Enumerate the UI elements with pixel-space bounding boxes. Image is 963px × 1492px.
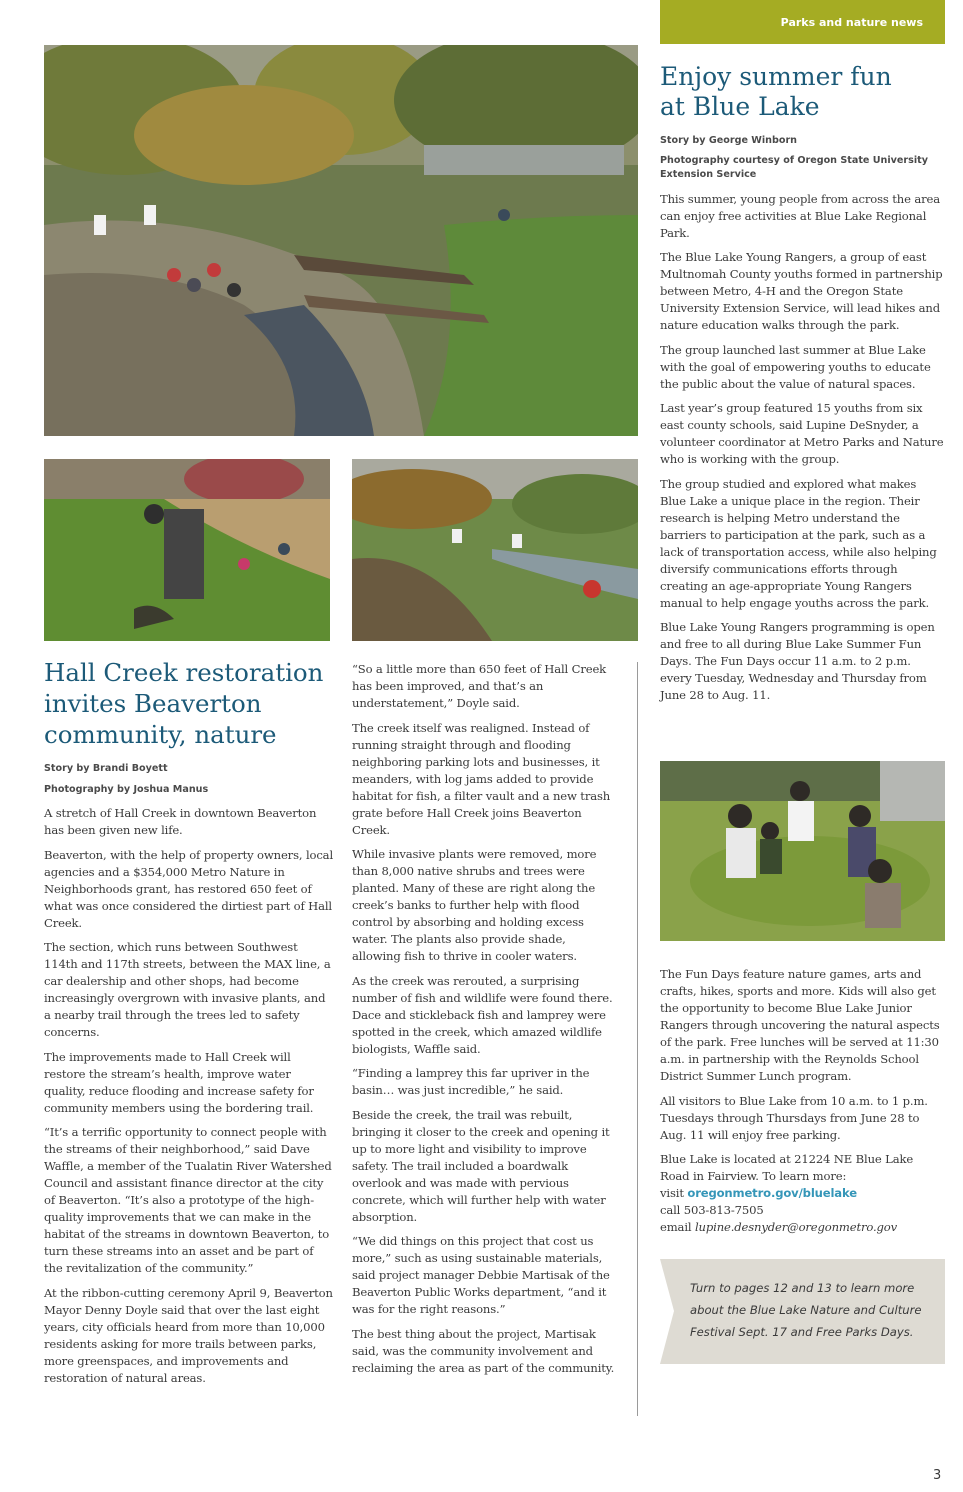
- page-number: 3: [933, 1468, 942, 1483]
- blue-lake-story-byline: Story by George Winborn: [660, 135, 798, 146]
- email-label: email: [660, 1220, 692, 1234]
- hall-creek-headline-line2: invites Beaverton: [44, 689, 262, 718]
- blue-lake-paragraph: The Blue Lake Young Rangers, a group of east Multnomah County youths formed in partnership between Metro, 4-H and the Oregon State University Extension Service, will lead hikes and nature education walks through the park.: [660, 250, 943, 332]
- creek-trail-photo: [352, 459, 638, 641]
- visit-label: visit: [660, 1186, 684, 1200]
- hall-creek-paragraph: Beside the creek, the trail was rebuilt, bringing it closer to the creek and opening it up to more light and visibility to improve safety. The trail included a boardwalk overlook and was made with pervious concrete, which will further help with water absorption.: [352, 1107, 610, 1224]
- blue-lake-photo-byline-line1: Photography courtesy of Oregon State University: [660, 154, 928, 166]
- column-divider: [637, 662, 638, 1416]
- blue-lake-paragraph: Blue Lake Young Rangers programming is open and free to all during Blue Lake Summer Fun Days. The Fun Days occur 11 a.m. to 2 p.m. every Tuesday, Wednesday and Thursday from June 28 to Aug. 11.: [660, 620, 935, 702]
- hall-creek-paragraph: “So a little more than 650 feet of Hall Creek has been improved, and that’s an understatement,” Doyle said.: [352, 662, 607, 710]
- contact-intro: Blue Lake is located at 21224 NE Blue Lake Road in Fairview. To learn more:: [660, 1152, 914, 1183]
- hall-creek-paragraph: “Finding a lamprey this far upriver in the basin… was just incredible,” he said.: [352, 1066, 590, 1097]
- blue-lake-paragraph: This summer, young people from across the area can enjoy free activities at Blue Lake Regional Park.: [660, 191, 940, 240]
- hall-creek-main-photo: [44, 45, 638, 436]
- section-label: Parks and nature news: [780, 15, 923, 29]
- blue-lake-article-continued: [660, 966, 945, 1236]
- young-rangers-group-photo: [660, 761, 945, 941]
- hall-creek-paragraph: The best thing about the project, Martisak said, was the community involvement and reclaiming the area as part of the community.: [352, 1326, 615, 1375]
- email-link[interactable]: lupine.desnyder@oregonmetro.gov: [694, 1220, 898, 1234]
- blue-lake-website-link[interactable]: oregonmetro.gov/bluelake: [687, 1186, 857, 1200]
- blue-lake-article: [660, 62, 945, 712]
- festival-callout-text: Turn to pages 12 and 13 to learn more about the Blue Lake Nature and Culture Festival Sept. 17 and Free Parks Days.: [690, 1281, 922, 1339]
- hall-creek-paragraph: The creek itself was realigned. Instead of running straight through and flooding neighboring parking lots and businesses, it meanders, with log jams added to provide habitat for fish, a filter vault and a new trash grate before Hall Creek joins Beaverton Creek.: [352, 720, 611, 837]
- blue-lake-paragraph: The Fun Days feature nature games, arts and crafts, hikes, sports and more. Kids will also get the opportunity to become Blue Lake Junior Rangers through uncovering the natural aspects of the park. Free lunches will be served at 11:30 a.m. in partnership with the Reynolds School District Summer Lunch program.: [660, 967, 940, 1083]
- festival-callout-box: [660, 1259, 945, 1364]
- hall-creek-photo-byline: Photography by Joshua Manus: [44, 783, 209, 795]
- blue-lake-paragraph: All visitors to Blue Lake from 10 a.m. to 1 p.m. Tuesdays through Thursdays from June 28 to Aug. 11 will enjoy free parking.: [660, 1093, 928, 1142]
- hall-creek-paragraph: The improvements made to Hall Creek will restore the stream’s health, improve water quality, reduce flooding and increase safety for community members using the bordering trail.: [44, 1049, 314, 1115]
- planting-volunteers-photo: [44, 459, 330, 641]
- blue-lake-photo-byline-line2: Extension Service: [660, 169, 757, 180]
- blue-lake-paragraph: The group studied and explored what makes Blue Lake a unique place in the region. Their research is helping Metro understand the barriers to participation at the park, such as a lack of transportation access, while also helping diversify communications efforts through creating an age-appropriate Young Rangers manual to help engage youths across the park.: [660, 476, 937, 610]
- hall-creek-paragraph: A stretch of Hall Creek in downtown Beaverton has been given new life.: [44, 806, 317, 837]
- blue-lake-headline-line2: at Blue Lake: [660, 92, 820, 121]
- hall-creek-paragraph: As the creek was rerouted, a surprising number of fish and wildlife were found there. Dace and stickleback fish and lamprey were spotted in the creek, which amazed wildlife biologists, Waffle said.: [352, 973, 613, 1056]
- hall-creek-paragraph: “It’s a terrific opportunity to connect people with the streams of their neighborhood,” said Dave Waffle, a member of the Tualatin River Watershed Council and assistant finance director at the city of Beaverton. “It’s also a prototype of the high-quality improvements that we can make in the habitat of the streams in downtown Beaverton, to turn these streams into an asset and be part of the revitalization of the community.”: [44, 1125, 332, 1275]
- blue-lake-paragraph: The group launched last summer at Blue Lake with the goal of empowering youths to educate the public about the value of natural spaces.: [660, 342, 931, 391]
- hall-creek-headline-line1: Hall Creek restoration: [44, 658, 324, 687]
- blue-lake-contact: [660, 1151, 945, 1236]
- hall-creek-article-column2: [352, 661, 617, 1384]
- blue-lake-headline: [660, 62, 945, 122]
- blue-lake-headline-line1: Enjoy summer fun: [660, 62, 892, 91]
- hall-creek-story-byline: Story by Brandi Boyett: [44, 763, 168, 774]
- phone-line: call 503-813-7505: [660, 1203, 764, 1217]
- hall-creek-paragraph: The section, which runs between Southwest 114th and 117th streets, between the MAX line, a car dealership and other shops, had become increasingly overgrown with invasive plants, and a nearby trail through the trees led to safety concerns.: [44, 940, 331, 1039]
- blue-lake-paragraph: Last year’s group featured 15 youths from six east county schools, said Lupine DeSnyder, a volunteer coordinator at Metro Parks and Nature who is working with the group.: [660, 401, 944, 466]
- section-header-band: [660, 0, 945, 44]
- hall-creek-paragraph: Beaverton, with the help of property owners, local agencies and a $354,000 Metro Nature in Neighborhoods grant, has restored 650 feet of what was once considered the dirtiest part of Hall Creek.: [44, 847, 333, 930]
- blue-lake-photo-byline: [660, 154, 945, 183]
- hall-creek-headline-line3: community, nature: [44, 720, 277, 749]
- hall-creek-paragraph: At the ribbon-cutting ceremony April 9, Beaverton Mayor Denny Doyle said that over the last eight years, city officials heard from more than 10,000 residents asking for more trails between parks, more greenspaces, and improvements and restoration of natural areas.: [44, 1285, 333, 1385]
- callout-notch: [660, 1259, 674, 1364]
- hall-creek-paragraph: “We did things on this project that cost us more,” such as using sustainable materials, said project manager Debbie Martisak of the Beaverton Public Works department, “and it was for the right reasons.”: [352, 1234, 610, 1316]
- hall-creek-article: [44, 657, 334, 1394]
- hall-creek-headline: [44, 657, 334, 750]
- hall-creek-paragraph: While invasive plants were removed, more than 8,000 native shrubs and trees were planted. Many of these are right along the creek’s banks to further help with flood control by absorbing and holding excess water. The plants also provide shade, allowing fish to thrive in cooler waters.: [352, 847, 597, 963]
